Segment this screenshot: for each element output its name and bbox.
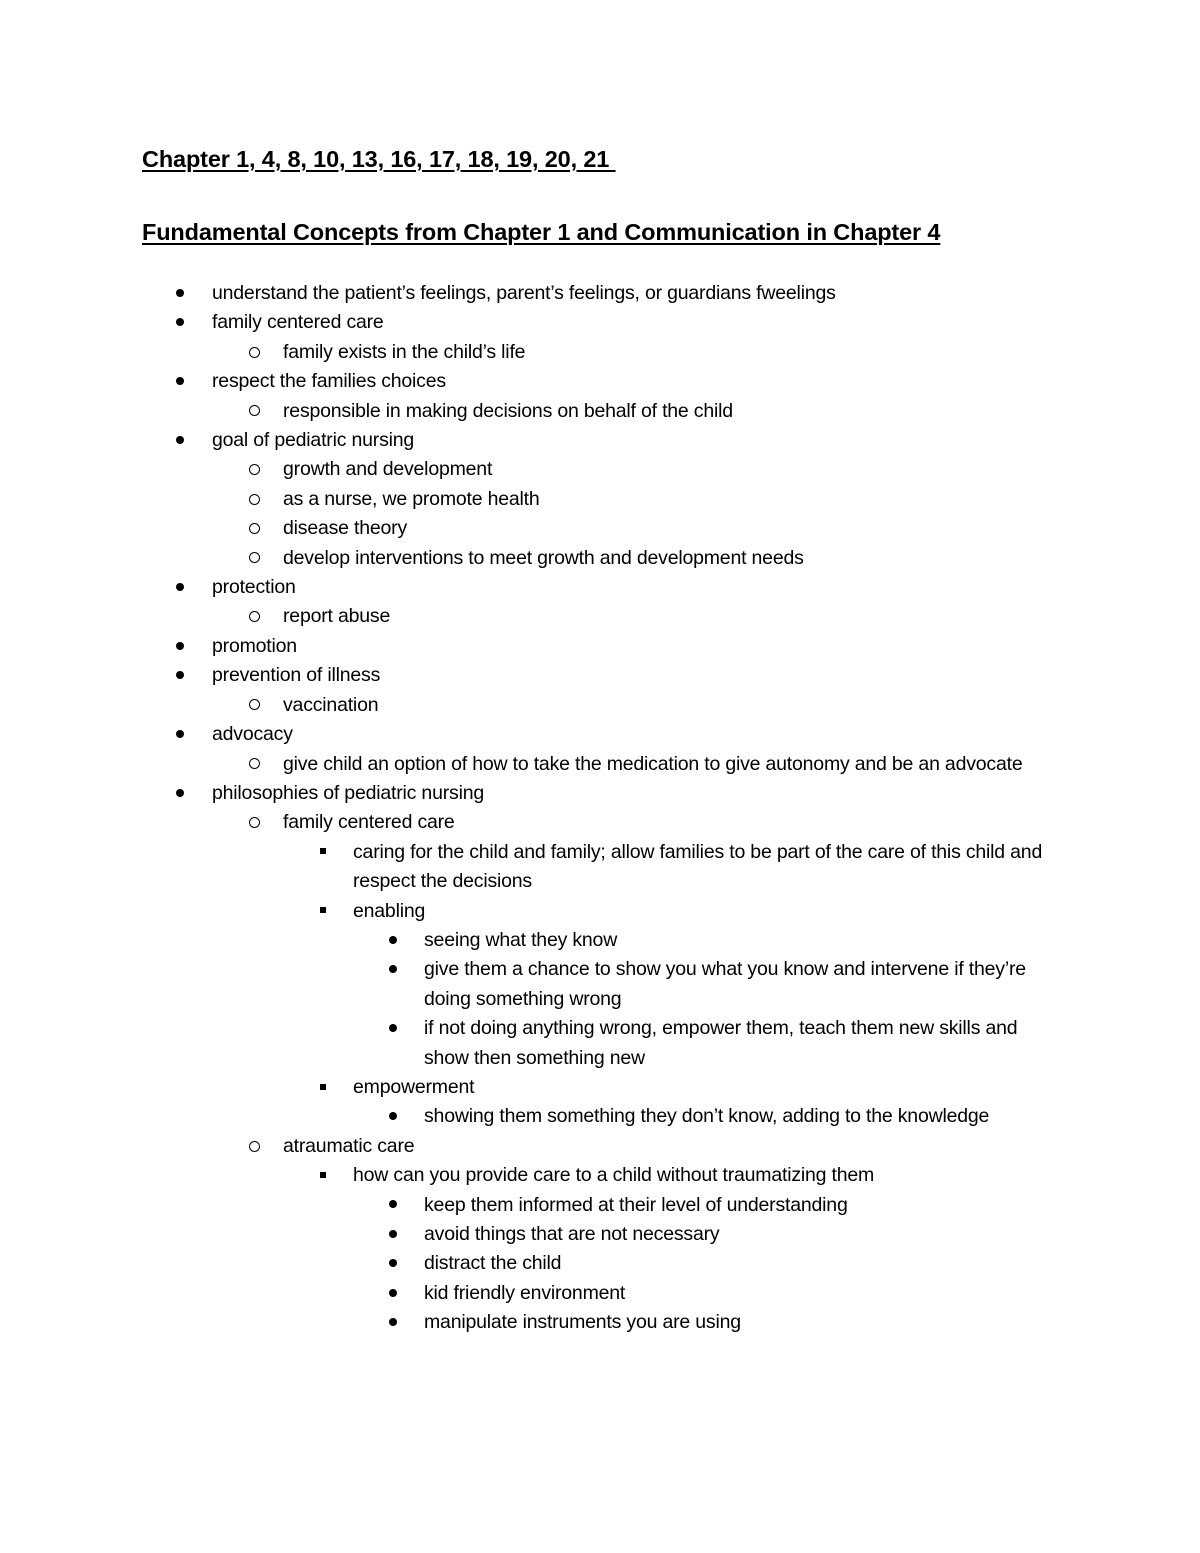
bullet-dot-icon — [170, 367, 190, 396]
list-item — [0, 632, 1200, 661]
bullet-square-icon — [313, 1161, 333, 1190]
list-item-text: prevention of illness — [212, 664, 381, 687]
list-item-text: respect the families choices — [212, 370, 446, 393]
bullet-dot-icon — [383, 926, 403, 955]
list-item-text: showing them something they don’t know, adding to the knowledge — [424, 1105, 990, 1128]
bullet-dot-icon — [170, 632, 190, 661]
list-item-text: disease theory — [283, 517, 408, 540]
list-item — [0, 1073, 1200, 1102]
list-item-text: protection — [212, 576, 296, 599]
bullet-dot-icon — [170, 779, 190, 808]
bullet-circle-icon — [244, 602, 264, 631]
list-item — [0, 426, 1200, 455]
bullet-dot-icon — [383, 1102, 403, 1131]
list-item — [0, 1249, 1200, 1278]
list-item — [0, 691, 1200, 720]
list-item-text: manipulate instruments you are using — [424, 1311, 741, 1334]
list-item — [0, 544, 1200, 573]
list-item — [0, 1279, 1200, 1308]
list-item-text: caring for the child and family; allow families to be part of the care of this child and respect the decisions — [353, 840, 1043, 893]
bullet-dot-icon — [383, 1279, 403, 1308]
bullet-circle-icon — [244, 1132, 264, 1161]
list-item — [0, 1102, 1200, 1131]
list-item-text: how can you provide care to a child without traumatizing them — [353, 1164, 875, 1187]
list-item-text: vaccination — [283, 693, 379, 716]
list-item-text: give them a chance to show you what you know and intervene if they’re doing something wrong — [424, 958, 1026, 1010]
bullet-dot-icon — [170, 573, 190, 602]
list-item-text: if not doing anything wrong, empower them, teach them new skills and show then something new — [424, 1017, 1018, 1069]
section-heading: Fundamental Concepts from Chapter 1 and Communication in Chapter 4 — [142, 219, 941, 245]
bullet-circle-icon — [244, 485, 264, 514]
list-item — [0, 338, 1200, 367]
list-item-text: distract the child — [424, 1252, 562, 1275]
list-item — [0, 808, 1200, 837]
bullet-square-icon — [313, 897, 333, 926]
bullet-square-icon — [313, 1073, 333, 1102]
list-item — [0, 397, 1200, 426]
list-item-text: goal of pediatric nursing — [212, 429, 415, 452]
list-item-text: family exists in the child’s life — [283, 340, 526, 363]
list-item — [0, 1132, 1200, 1161]
list-item-text: family centered care — [283, 811, 455, 834]
list-item-text: atraumatic care — [283, 1134, 415, 1157]
notes-outline — [0, 279, 1200, 1338]
list-item — [0, 573, 1200, 602]
list-item-text: avoid things that are not necessary — [424, 1223, 720, 1245]
list-item — [0, 720, 1200, 749]
bullet-circle-icon — [244, 514, 264, 543]
list-item — [0, 308, 1200, 337]
list-item — [0, 514, 1200, 543]
list-item — [0, 661, 1200, 690]
list-item-text: seeing what they know — [424, 928, 618, 951]
list-item — [0, 279, 1200, 308]
list-item — [0, 750, 1200, 779]
bullet-dot-icon — [383, 955, 403, 984]
bullet-dot-icon — [170, 661, 190, 690]
list-item — [0, 897, 1200, 926]
list-item-text: as a nurse, we promote health — [283, 487, 540, 510]
list-item-text: philosophies of pediatric nursing — [212, 781, 484, 804]
list-item — [0, 602, 1200, 631]
bullet-dot-icon — [383, 1191, 403, 1220]
list-item-text: advocacy — [212, 723, 293, 746]
bullet-dot-icon — [383, 1308, 403, 1337]
list-item-text: growth and development — [283, 458, 493, 481]
bullet-circle-icon — [244, 397, 264, 426]
list-item-text: responsible in making decisions on behalf of the child — [283, 399, 733, 422]
list-item — [0, 1161, 1200, 1190]
list-item-text: empowerment — [353, 1075, 475, 1098]
list-item — [0, 926, 1200, 955]
bullet-dot-icon — [170, 426, 190, 455]
list-item — [0, 455, 1200, 484]
list-item-text: enabling — [353, 899, 426, 922]
list-item — [0, 485, 1200, 514]
bullet-circle-icon — [244, 544, 264, 573]
bullet-dot-icon — [383, 1220, 403, 1249]
list-item-text: keep them informed at their level of understanding — [424, 1193, 848, 1216]
list-item — [0, 779, 1200, 808]
list-item-text: give child an option of how to take the medication to give autonomy and be an advocate — [283, 752, 1023, 775]
list-item — [0, 838, 1200, 897]
bullet-dot-icon — [170, 279, 190, 308]
bullet-circle-icon — [244, 691, 264, 720]
list-item-text: family centered care — [212, 311, 384, 334]
bullet-circle-icon — [244, 338, 264, 367]
list-item-text: promotion — [212, 634, 297, 657]
list-item — [0, 1220, 1200, 1249]
list-item-text: understand the patient’s feelings, parent’s feelings, or guardians fweelings — [212, 282, 836, 304]
list-item-text: kid friendly environment — [424, 1281, 626, 1304]
list-item — [0, 1014, 1200, 1073]
bullet-dot-icon — [383, 1249, 403, 1278]
list-item-text: develop interventions to meet growth and development needs — [283, 546, 804, 569]
bullet-circle-icon — [244, 455, 264, 484]
chapters-heading: Chapter 1, 4, 8, 10, 13, 16, 17, 18, 19, 20, 21 — [142, 146, 616, 172]
list-item — [0, 955, 1200, 1014]
bullet-dot-icon — [383, 1014, 403, 1043]
list-item — [0, 1308, 1200, 1337]
bullet-dot-icon — [170, 308, 190, 337]
list-item — [0, 1191, 1200, 1220]
list-item — [0, 367, 1200, 396]
list-item-text: report abuse — [283, 605, 391, 628]
bullet-square-icon — [313, 838, 333, 867]
bullet-circle-icon — [244, 808, 264, 837]
bullet-dot-icon — [170, 720, 190, 749]
bullet-circle-icon — [244, 750, 264, 779]
